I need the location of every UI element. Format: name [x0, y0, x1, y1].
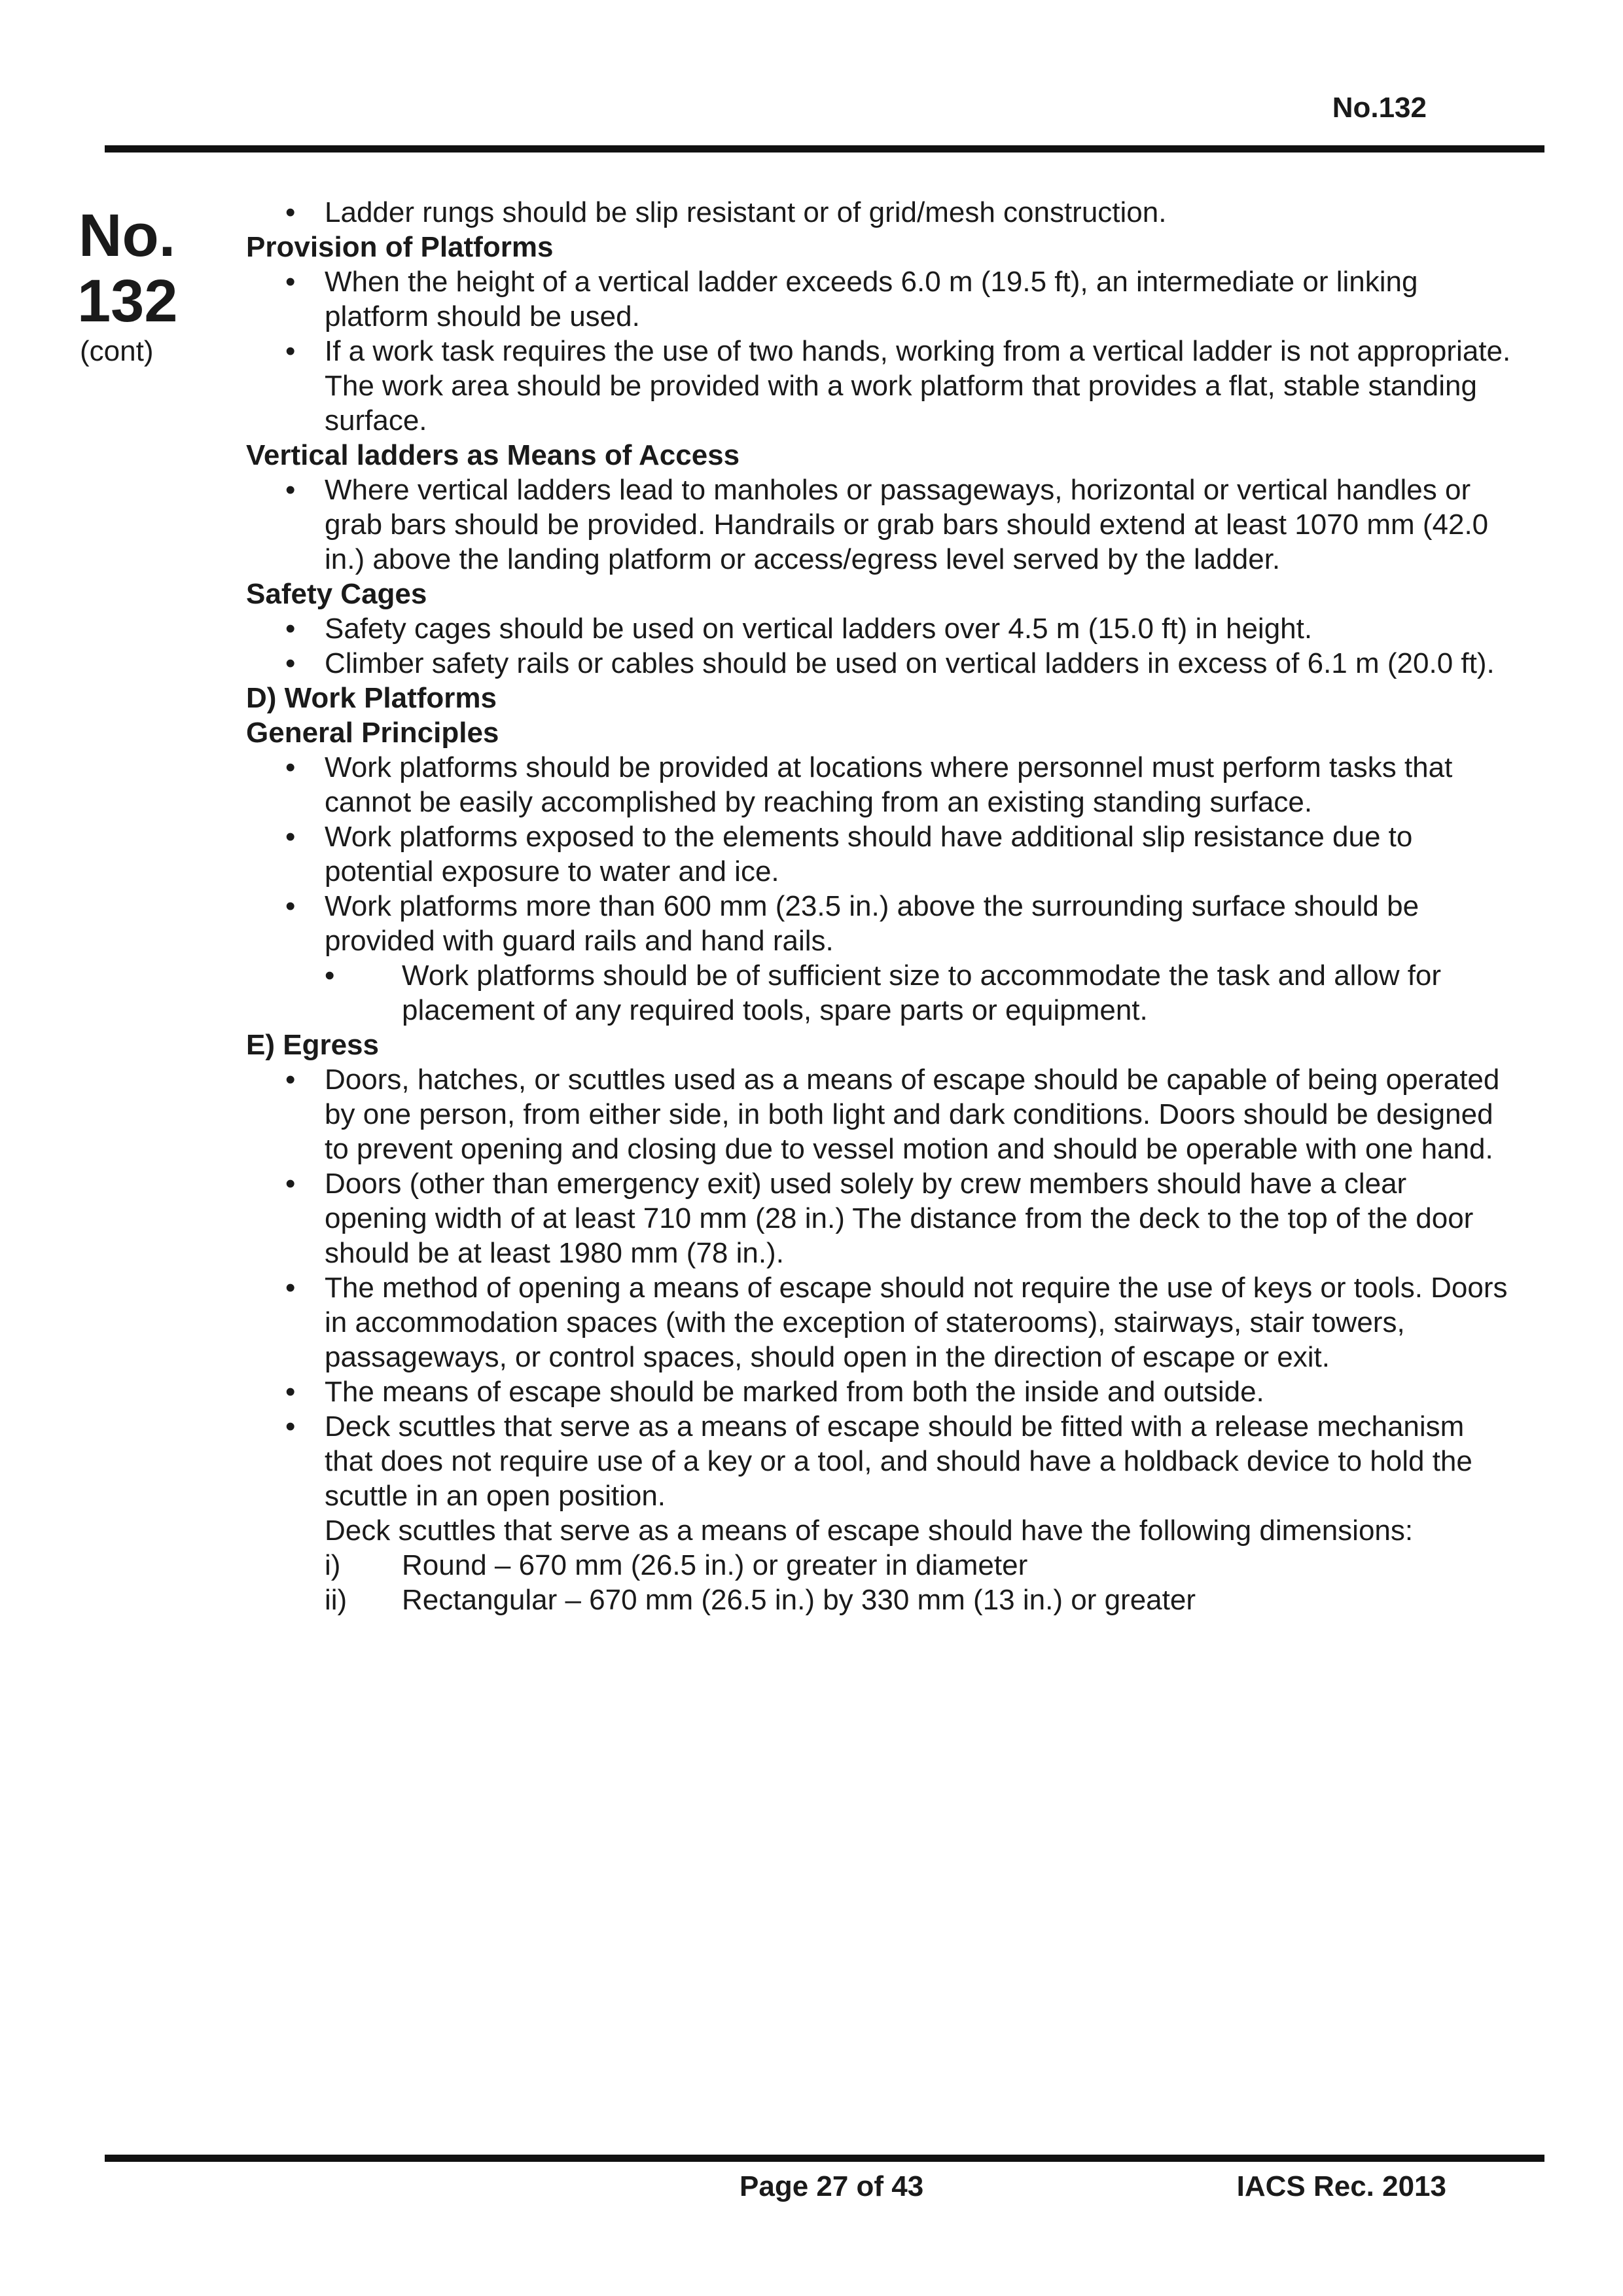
- list-item: • Where vertical ladders lead to manholes or passageways, horizontal or vertical handles or grab bars should be provided. Handrails or grab bars should extend at least 1070 mm (42.0 in.) above the landing platform or access/egress level served by the ladder.: [246, 473, 1516, 577]
- dimension-text: Rectangular – 670 mm (26.5 in.) by 330 mm (13 in.) or greater: [402, 1584, 1196, 1616]
- platforms-list: [246, 264, 1516, 438]
- list-item: • Work platforms exposed to the elements should have additional slip resistance due to potential exposure to water and ice.: [246, 819, 1516, 889]
- list-item: • Doors, hatches, or scuttles used as a means of escape should be capable of being operated by one person, from either side, in both light and dark conditions. Doors should be designed to prevent opening and closing due to vessel motion and should be operable with one hand.: [246, 1062, 1516, 1166]
- dimension-item: [246, 1548, 1516, 1583]
- dimension-label: ii): [325, 1584, 348, 1616]
- main-content: [246, 195, 1516, 1617]
- list-item: • If a work task requires the use of two hands, working from a vertical ladder is not appropriate. The work area should be provided with a work platform that provides a flat, stable standing surface.: [246, 334, 1516, 438]
- section-heading: Safety Cages: [246, 578, 427, 610]
- sidebar-number: 132: [77, 268, 178, 334]
- list-item: • Deck scuttles that serve as a means of escape should be fitted with a release mechanism that does not require use of a key or a tool, and should have a holdback device to hold the scuttle in an open position.: [246, 1409, 1516, 1513]
- cages-list: [246, 611, 1516, 681]
- list-item: • Ladder rungs should be slip resistant or of grid/mesh construction.: [246, 195, 1516, 230]
- list-item: • The means of escape should be marked from both the inside and outside.: [246, 1374, 1516, 1409]
- sidebar-no-label: No.: [79, 202, 176, 269]
- sub-heading: General Principles: [246, 717, 499, 749]
- section-heading: Vertical ladders as Means of Access: [246, 439, 740, 471]
- section-heading: Provision of Platforms: [246, 231, 554, 263]
- dimensions-intro: Deck scuttles that serve as a means of escape should have the following dimensions:: [325, 1515, 1414, 1547]
- dimension-label: i): [325, 1549, 341, 1581]
- list-item: • Safety cages should be used on vertical ladders over 4.5 m (15.0 ft) in height.: [246, 611, 1516, 646]
- dimension-item: [246, 1583, 1516, 1617]
- page-number: Page 27 of 43: [740, 2170, 924, 2202]
- document-number-header: No.132: [1332, 92, 1427, 124]
- access-list: [246, 473, 1516, 577]
- list-item: • When the height of a vertical ladder exceeds 6.0 m (19.5 ft), an intermediate or linking platform should be used.: [246, 264, 1516, 334]
- dimension-text: Round – 670 mm (26.5 in.) or greater in diameter: [402, 1549, 1028, 1581]
- section-heading: E) Egress: [246, 1029, 379, 1061]
- list-item: • Climber safety rails or cables should be used on vertical ladders in excess of 6.1 m (20.0 ft).: [246, 646, 1516, 681]
- list-item: • Doors (other than emergency exit) used solely by crew members should have a clear opening width of at least 710 mm (28 in.) The distance from the deck to the top of the door should be at least 1980 mm (78 in.).: [246, 1166, 1516, 1270]
- footer-issuer: IACS Rec. 2013: [1236, 2170, 1446, 2202]
- list-item: • Work platforms should be of sufficient size to accommodate the task and allow for placement of any required tools, spare parts or equipment.: [246, 958, 1516, 1028]
- section-heading: D) Work Platforms: [246, 682, 497, 714]
- work-platforms-list: [246, 750, 1516, 1028]
- sidebar-cont: (cont): [80, 335, 154, 367]
- list-item: • Work platforms should be provided at locations where personnel must perform tasks that cannot be easily accomplished by reaching from an existing standing surface.: [246, 750, 1516, 819]
- footer-rule: [105, 2155, 1544, 2162]
- header-rule: [105, 145, 1544, 152]
- list-item: • The method of opening a means of escape should not require the use of keys or tools. Doors in accommodation spaces (with the exception of staterooms), stairways, stair towers, passageways, or control spaces, should open in the direction of escape or exit.: [246, 1270, 1516, 1374]
- intro-list: [246, 195, 1516, 230]
- egress-list: [246, 1062, 1516, 1513]
- list-item: • Work platforms more than 600 mm (23.5 in.) above the surrounding surface should be provided with guard rails and hand rails.: [246, 889, 1516, 958]
